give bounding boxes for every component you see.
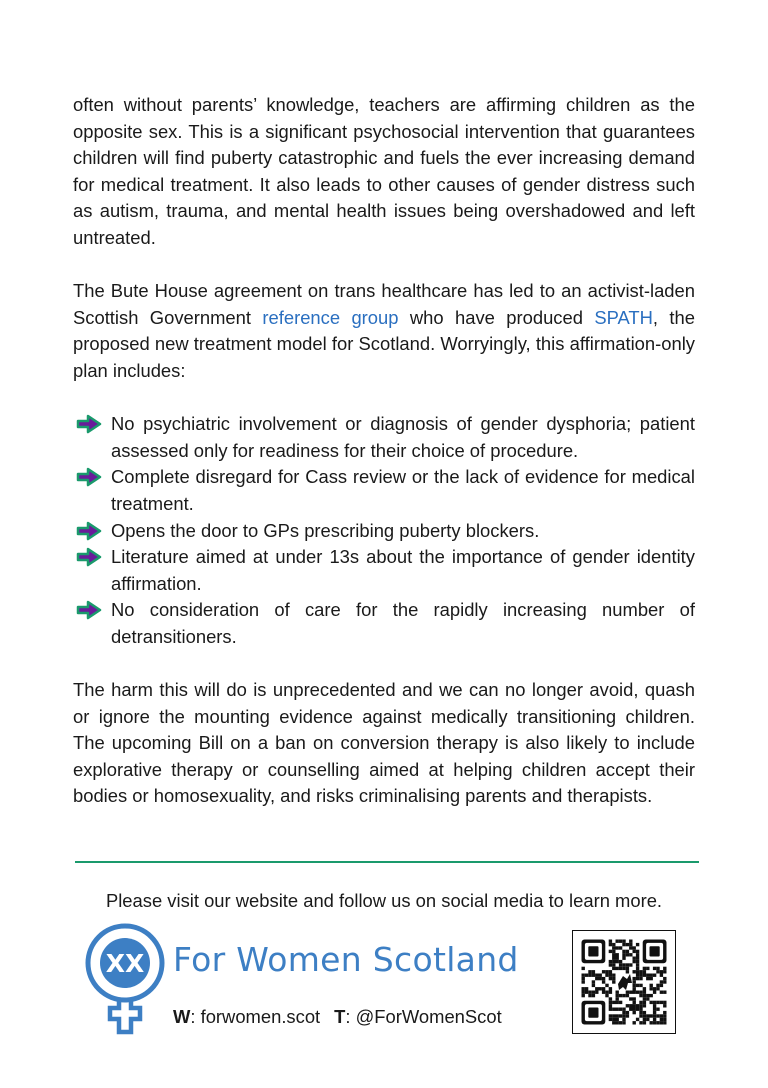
bute-text-3: , the proposed new treatment model for Scotland. Worryingly, this affirmation-only plan includes:: [73, 306, 695, 381]
twitter-label: T: [334, 1006, 346, 1027]
list-item: [73, 597, 695, 650]
arrow-bullet-icon: [73, 413, 103, 435]
arrow-bullet-icon: [73, 599, 103, 621]
divider: [75, 861, 699, 863]
list-item: [73, 544, 695, 597]
list-item-text: Literature aimed at under 13s about the importance of gender identity affirmation.: [111, 546, 695, 594]
qr-code-icon[interactable]: [572, 930, 676, 1034]
list-item: [73, 411, 695, 464]
twitter-handle[interactable]: : @ForWomenScot: [345, 1006, 502, 1027]
list-item: [73, 518, 695, 545]
arrow-bullet-icon: [73, 546, 103, 568]
arrow-bullet-icon: [73, 520, 103, 542]
list-item-text: Opens the door to GPs prescribing puberty blockers.: [111, 519, 540, 541]
body-text: [73, 92, 695, 810]
logo-text: XX: [105, 949, 145, 978]
arrow-bullet-icon: [73, 466, 103, 488]
list-item-text: No consideration of care for the rapidly increasing number of detransitioners.: [111, 599, 695, 647]
fws-logo-icon: [84, 922, 166, 1036]
spath-link[interactable]: SPATH: [594, 306, 653, 328]
list-item-text: No psychiatric involvement or diagnosis of gender dysphoria; patient assessed only for readiness for their choice of procedure.: [111, 413, 695, 461]
reference-group-link[interactable]: reference group: [262, 306, 399, 328]
brand-name: For Women Scotland: [173, 940, 519, 979]
bute-paragraph: [73, 278, 695, 384]
intro-paragraph: often without parents’ knowledge, teachers are affirming children as the opposite sex. This is a significant psychosocial intervention that guarantees children will find puberty catastrophic and fuels the ever increasing demand for medical treatment. It also leads to other causes of gender distress such as autism, trauma, and mental health issues being overshadowed and left untreated.: [73, 94, 695, 248]
list-item-text: Complete disregard for Cass review or the lack of evidence for medical treatment.: [111, 466, 695, 514]
bute-text-2: who have produced: [398, 306, 595, 328]
website-link[interactable]: : forwomen.scot: [190, 1006, 321, 1027]
concerns-list: [73, 411, 695, 650]
list-item: [73, 464, 695, 517]
visit-text: Please visit our website and follow us on social media to learn more.: [105, 890, 663, 911]
contact-line: [173, 1006, 502, 1028]
harm-paragraph: The harm this will do is unprecedented and we can no longer avoid, quash or ignore the mounting evidence against medically transitioning children. The upcoming Bill on a ban on conversion therapy is also likely to include explorative therapy or counselling aimed at helping children accept their bodies or homosexuality, and risks criminalising parents and therapists.: [73, 679, 695, 807]
website-label: W: [173, 1006, 191, 1027]
bute-text-1: The Bute House agreement on trans healthcare has led to an activist-laden Scottish Government: [73, 280, 695, 328]
